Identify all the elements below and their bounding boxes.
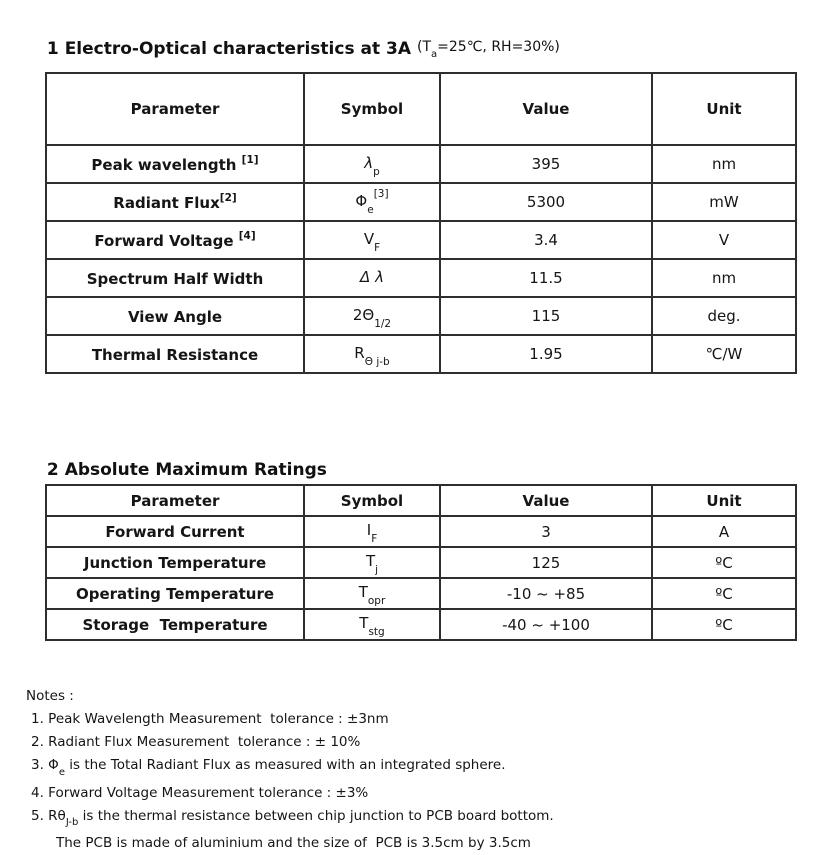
symbol-base: Δ λ bbox=[360, 268, 384, 286]
symbol-cell bbox=[304, 578, 440, 609]
note-2: 2. Radiant Flux Measurement tolerance : ± 10% bbox=[31, 734, 361, 750]
value-cell: 395 bbox=[440, 145, 652, 183]
unit-cell: A bbox=[652, 516, 796, 547]
unit-cell: ºC bbox=[652, 578, 796, 609]
table-row bbox=[46, 259, 796, 297]
header-value: Value bbox=[440, 73, 652, 145]
unit-cell: ºC bbox=[652, 547, 796, 578]
parameter-cell bbox=[46, 335, 304, 373]
symbol-cell bbox=[304, 145, 440, 183]
value-cell: 11.5 bbox=[440, 259, 652, 297]
table-row bbox=[46, 297, 796, 335]
symbol-base: R bbox=[354, 344, 365, 362]
symbol-sub: stg bbox=[368, 626, 385, 638]
unit-cell: nm bbox=[652, 259, 796, 297]
note-1: 1. Peak Wavelength Measurement tolerance : ±3nm bbox=[31, 711, 389, 727]
table-row bbox=[46, 145, 796, 183]
note-5-sub: J-b bbox=[65, 817, 79, 829]
symbol-sub: e bbox=[367, 204, 374, 216]
value-cell: 115 bbox=[440, 297, 652, 335]
unit-cell: mW bbox=[652, 183, 796, 221]
header-value: Value bbox=[440, 485, 652, 516]
unit-cell: nm bbox=[652, 145, 796, 183]
symbol-cell bbox=[304, 221, 440, 259]
symbol-base: Φ bbox=[355, 192, 368, 210]
symbol-sub: F bbox=[374, 242, 381, 254]
symbol-sup: [3] bbox=[373, 188, 389, 200]
symbol-base: T bbox=[365, 552, 376, 570]
footnote-ref: [2] bbox=[219, 191, 237, 204]
section1-title: Electro-Optical characteristics at 3A bbox=[64, 39, 411, 59]
electro-optical-table bbox=[45, 72, 797, 374]
table-row bbox=[46, 183, 796, 221]
parameter-text: Thermal Resistance bbox=[91, 345, 259, 364]
value-cell: 5300 bbox=[440, 183, 652, 221]
symbol-base: T bbox=[359, 614, 369, 632]
table-row bbox=[46, 609, 796, 640]
unit-cell: ºC bbox=[652, 609, 796, 640]
footnote-ref: [4] bbox=[238, 229, 256, 242]
parameter-text: View Angle bbox=[127, 307, 223, 326]
symbol-base: V bbox=[363, 230, 375, 248]
table-row bbox=[46, 578, 796, 609]
parameter-cell: Forward Current bbox=[46, 516, 304, 547]
symbol-cell bbox=[304, 335, 440, 373]
parameter-cell bbox=[46, 297, 304, 335]
symbol-sub: p bbox=[373, 166, 380, 178]
header-parameter: Parameter bbox=[46, 485, 304, 516]
symbol-sub: Θ j-b bbox=[364, 356, 390, 368]
table-header-row bbox=[46, 485, 796, 516]
unit-cell: V bbox=[652, 221, 796, 259]
section2-number: 2 bbox=[46, 460, 59, 480]
value-cell: 3.4 bbox=[440, 221, 652, 259]
parameter-text: Forward Voltage bbox=[94, 231, 239, 250]
header-parameter: Parameter bbox=[46, 73, 304, 145]
value-cell: 3 bbox=[440, 516, 652, 547]
parameter-text: Peak wavelength bbox=[91, 155, 242, 174]
parameter-cell bbox=[46, 259, 304, 297]
condition-pre: (T bbox=[417, 39, 432, 55]
symbol-base: I bbox=[366, 521, 372, 539]
note-3-post: is the Total Radiant Flux as measured with an integrated sphere. bbox=[64, 757, 506, 773]
table-row bbox=[46, 547, 796, 578]
absolute-maximum-ratings-table bbox=[45, 484, 797, 641]
symbol-cell bbox=[304, 259, 440, 297]
value-cell: -10 ~ +85 bbox=[440, 578, 652, 609]
condition-sub: a bbox=[431, 48, 438, 60]
parameter-cell bbox=[46, 221, 304, 259]
unit-cell: deg. bbox=[652, 297, 796, 335]
notes-label: Notes : bbox=[26, 688, 74, 704]
note-5-pre: 5. Rθ bbox=[31, 807, 66, 824]
table-header-row bbox=[46, 73, 796, 145]
symbol-cell bbox=[304, 297, 440, 335]
symbol-sub: 1/2 bbox=[374, 318, 392, 330]
section2-heading bbox=[35, 440, 327, 480]
header-unit: Unit bbox=[652, 485, 796, 516]
note-3-pre: 3. Φ bbox=[31, 757, 59, 773]
parameter-cell: Operating Temperature bbox=[46, 578, 304, 609]
note-4: 4. Forward Voltage Measurement tolerance : ±3% bbox=[31, 784, 369, 801]
table-row bbox=[46, 335, 796, 373]
symbol-sub: opr bbox=[367, 595, 386, 607]
parameter-text: Spectrum Half Width bbox=[86, 269, 264, 288]
parameter-cell: Storage Temperature bbox=[46, 609, 304, 640]
condition-post: =25℃, RH=30%) bbox=[437, 39, 560, 55]
symbol-cell bbox=[304, 183, 440, 221]
header-symbol: Symbol bbox=[304, 73, 440, 145]
notes-section bbox=[26, 685, 554, 855]
parameter-cell bbox=[46, 145, 304, 183]
header-symbol: Symbol bbox=[304, 485, 440, 516]
symbol-cell bbox=[304, 516, 440, 547]
header-unit: Unit bbox=[652, 73, 796, 145]
parameter-cell: Junction Temperature bbox=[46, 547, 304, 578]
value-cell: 1.95 bbox=[440, 335, 652, 373]
footnote-ref: [1] bbox=[241, 153, 259, 166]
symbol-base: 2Θ bbox=[352, 306, 375, 324]
note-3 bbox=[31, 754, 554, 782]
unit-cell: ℃/W bbox=[652, 335, 796, 373]
symbol-cell bbox=[304, 609, 440, 640]
table-row bbox=[46, 516, 796, 547]
symbol-base: T bbox=[358, 583, 368, 601]
symbol-cell bbox=[304, 547, 440, 578]
value-cell: -40 ~ +100 bbox=[440, 609, 652, 640]
parameter-text: Radiant Flux bbox=[113, 193, 220, 212]
section1-test-condition bbox=[417, 39, 560, 60]
note-5-post: is the thermal resistance between chip junction to PCB board bottom. bbox=[78, 807, 554, 824]
section1-heading bbox=[35, 19, 560, 61]
section1-number: 1 bbox=[46, 39, 59, 59]
parameter-cell bbox=[46, 183, 304, 221]
note-5 bbox=[31, 805, 554, 833]
value-cell: 125 bbox=[440, 547, 652, 578]
symbol-sub: F bbox=[371, 533, 378, 545]
section2-title: Absolute Maximum Ratings bbox=[64, 460, 327, 480]
note-3-sub: e bbox=[58, 766, 65, 778]
symbol-sub: j bbox=[375, 564, 379, 576]
symbol-base: λ bbox=[364, 154, 374, 172]
table-row bbox=[46, 221, 796, 259]
note-5-continued: The PCB is made of aluminium and the size of PCB is 3.5cm by 3.5cm bbox=[56, 835, 531, 852]
